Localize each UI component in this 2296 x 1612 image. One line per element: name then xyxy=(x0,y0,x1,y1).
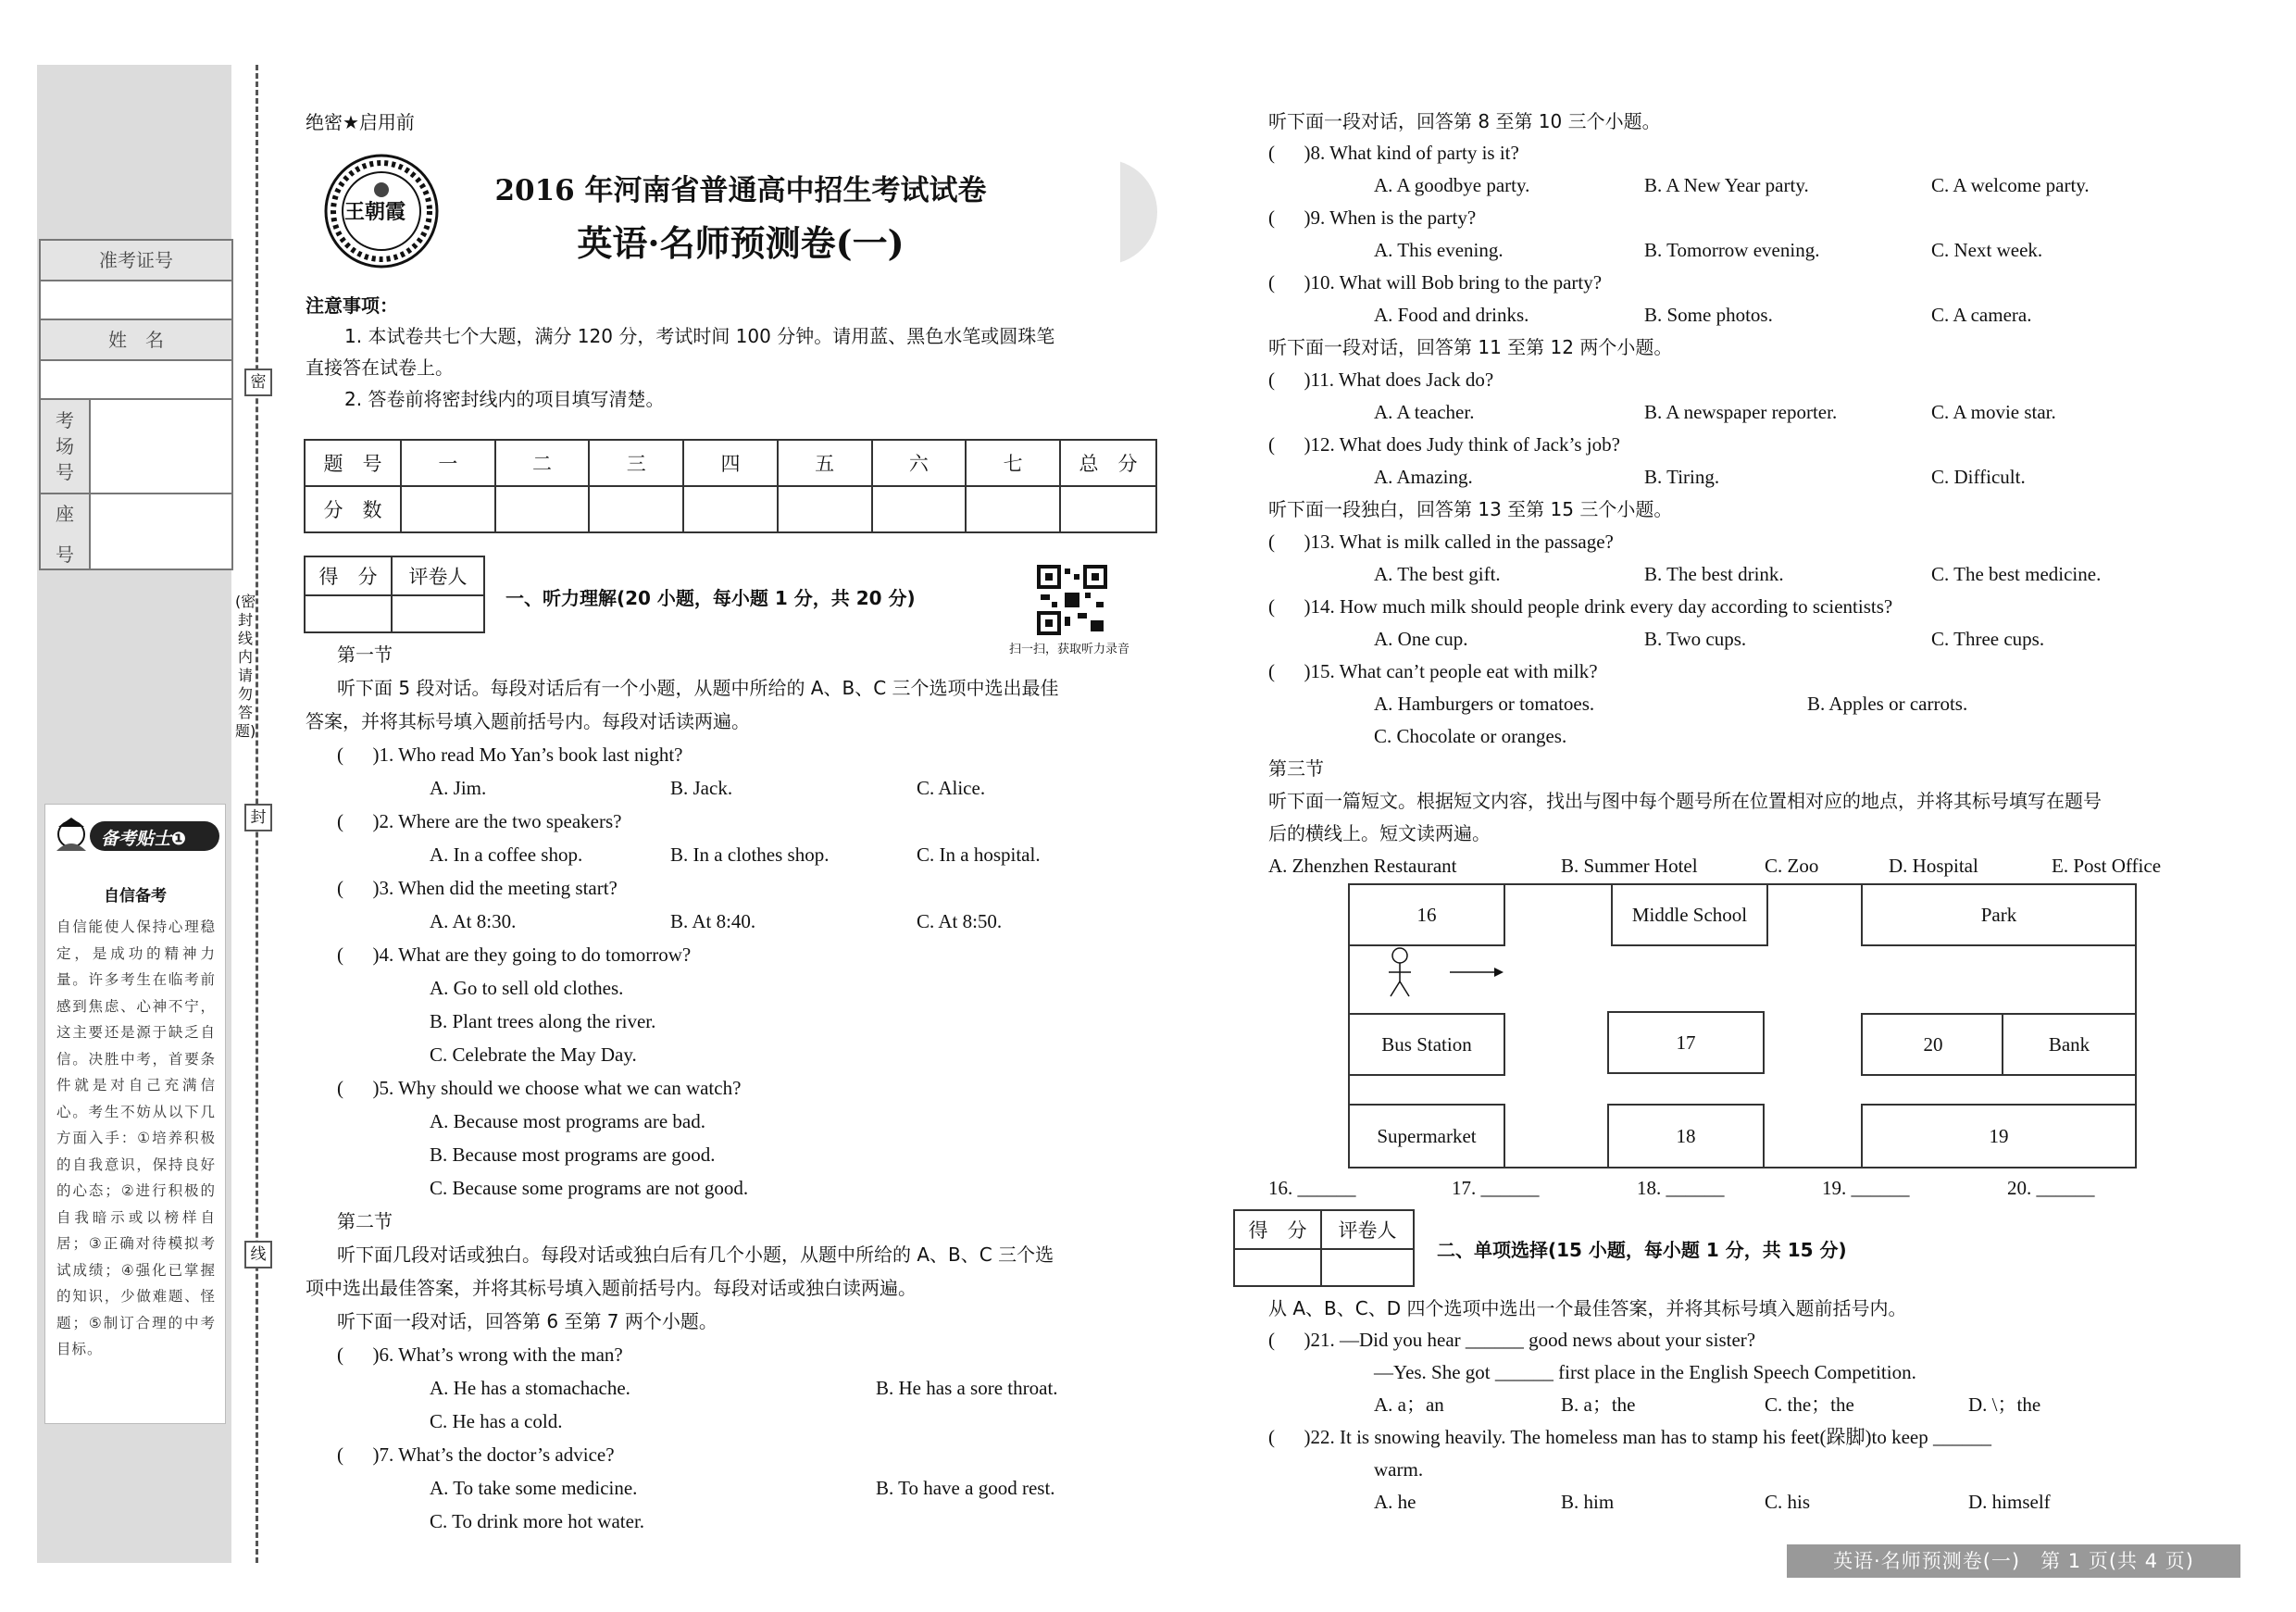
name-label: 姓 名 xyxy=(41,320,231,361)
question-11: ( )11. What does Jack do? xyxy=(1268,369,1494,391)
score-cell[interactable] xyxy=(401,486,495,532)
map-blank-20[interactable]: 20. ______ xyxy=(2007,1177,2095,1199)
q8-option-c[interactable]: C. A welcome party. xyxy=(1931,174,2090,196)
q14-option-a[interactable]: A. One cup. xyxy=(1374,628,1468,650)
grader-score-cell[interactable] xyxy=(1234,1249,1321,1286)
q13-option-b[interactable]: B. The best drink. xyxy=(1644,563,1784,585)
part-1-instruction: 听下面 5 段对话。每段对话后有一个小题，从题中所给的 A、B、C 三个选项中选出最佳 xyxy=(337,677,1059,699)
q22-option-d[interactable]: D. himself xyxy=(1968,1491,2051,1513)
tips-title: 自信备考 xyxy=(104,887,167,906)
qr-caption: 扫一扫，获取听力录音 xyxy=(1009,643,1130,656)
map-box-middle-school: Middle School xyxy=(1611,883,1768,946)
question-1: ( )1. Who read Mo Yan’s book last night? xyxy=(337,744,683,766)
q14-option-b[interactable]: B. Two cups. xyxy=(1644,628,1747,650)
score-cell[interactable] xyxy=(589,486,683,532)
map-blank-17[interactable]: 17. ______ xyxy=(1452,1177,1540,1199)
question-10: ( )10. What will Bob bring to the party? xyxy=(1268,271,1603,294)
exam-subtitle: 英语·名师预测卷(一) xyxy=(577,222,905,264)
q5-option-a[interactable]: A. Because most programs are bad. xyxy=(430,1110,705,1132)
seal-note: (密封线内请勿答题) xyxy=(235,593,256,740)
exam-room-field[interactable] xyxy=(91,400,231,493)
map-box-18: 18 xyxy=(1607,1104,1765,1168)
seal-char-mi: 密 xyxy=(244,369,272,396)
q12-option-b[interactable]: B. Tiring. xyxy=(1644,466,1720,488)
qr-code-icon xyxy=(1037,565,1107,635)
question-21: ( )21. —Did you hear ______ good news about your sister? xyxy=(1268,1329,1756,1351)
q4-option-c[interactable]: C. Celebrate the May Day. xyxy=(430,1043,637,1066)
part-2-instruction: 听下面几段对话或独白。每段对话或独白后有几个小题，从题中所给的 A、B、C 三个选 xyxy=(337,1243,1054,1266)
question-5: ( )5. Why should we choose what we can watch? xyxy=(337,1077,742,1099)
q6-option-b[interactable]: B. He has a sore throat. xyxy=(876,1377,1058,1399)
brand-logo-text: 王朝霞 xyxy=(344,200,406,224)
question-21-stem: )21. —Did you hear ______ good news about your sister? xyxy=(1304,1329,1756,1351)
question-15: ( )15. What can’t people eat with milk? xyxy=(1268,660,1598,682)
grader-name-cell[interactable] xyxy=(392,595,484,632)
part-2-sub-2: 听下面一段对话，回答第 8 至第 10 三个小题。 xyxy=(1268,110,1661,132)
q13-option-a[interactable]: A. The best gift. xyxy=(1374,563,1501,585)
q3-option-a[interactable]: A. At 8:30. xyxy=(430,910,517,932)
question-12: ( )12. What does Judy think of Jack’s job? xyxy=(1268,433,1620,456)
grader-box-2 xyxy=(1233,1209,1415,1287)
q1-option-b[interactable]: B. Jack. xyxy=(670,777,733,799)
question-21-stem-cont: —Yes. She got ______ first place in the English Speech Competition. xyxy=(1374,1361,1916,1383)
q9-option-b[interactable]: B. Tomorrow evening. xyxy=(1644,239,1820,261)
part-2-sub-3: 听下面一段对话，回答第 11 至第 12 两个小题。 xyxy=(1268,336,1673,358)
score-table xyxy=(304,439,1157,533)
q11-option-c[interactable]: C. A movie star. xyxy=(1931,401,2056,423)
map-option-e: E. Post Office xyxy=(2052,855,2162,877)
q21-option-c[interactable]: C. the；the xyxy=(1765,1393,1854,1416)
grader-score-label: 得 分 xyxy=(305,556,392,595)
map-option-c: C. Zoo xyxy=(1765,855,1819,877)
question-4-stem: )4. What are they going to do tomorrow? xyxy=(372,943,692,966)
score-table-col: 五 xyxy=(778,440,872,486)
tips-body: 自信能使人保持心理稳定，是成功的精神力量。许多考生在临考前感到焦虑、心神不宁，这主要还是源于缺乏自信。决胜中考，首要条件就是对自己充满信心。考生不妨从以下几方面入手：①培养积极的自我意识，保持良好的心态；②进行积极的自我暗示或以榜样自居；③正确对待模拟考试成绩；④强化已掌握的知识，少做难题、怪题；⑤制订合理的中考目标。 xyxy=(56,918,216,1357)
question-10-stem: )10. What will Bob bring to the party? xyxy=(1304,271,1603,294)
score-cell[interactable] xyxy=(966,486,1060,532)
part-1-heading: 第一节 xyxy=(337,644,393,666)
q21-option-d[interactable]: D. \；the xyxy=(1968,1393,2041,1416)
notes-item-2: 2. 答卷前将密封线内的项目填写清楚。 xyxy=(344,388,665,410)
question-4: ( )4. What are they going to do tomorrow? xyxy=(337,943,692,966)
question-12-stem: )12. What does Judy think of Jack’s job? xyxy=(1304,433,1620,456)
question-8-stem: )8. What kind of party is it? xyxy=(1304,142,1519,164)
exam-room-label: 考 场 号 xyxy=(41,400,91,493)
grader-name-cell[interactable] xyxy=(1321,1249,1414,1286)
candidate-id-field[interactable] xyxy=(41,281,231,320)
q15-option-b[interactable]: B. Apples or carrots. xyxy=(1807,693,1968,715)
question-2-stem: )2. Where are the two speakers? xyxy=(372,810,622,832)
q21-option-a[interactable]: A. a；an xyxy=(1374,1393,1444,1416)
score-table-total: 总 分 xyxy=(1060,440,1156,486)
grader-label: 评卷人 xyxy=(392,556,484,595)
q8-option-b[interactable]: B. A New Year party. xyxy=(1644,174,1809,196)
question-9-stem: )9. When is the party? xyxy=(1304,206,1477,229)
seat-field[interactable] xyxy=(91,494,231,569)
q9-option-a[interactable]: A. This evening. xyxy=(1374,239,1504,261)
score-row-label: 分 数 xyxy=(305,486,401,532)
question-22: ( )22. It is snowing heavily. The homeless man has to stamp his feet(跺脚)to keep ______ xyxy=(1268,1426,1991,1448)
score-cell[interactable] xyxy=(872,486,967,532)
notes-item-1b: 直接答在试卷上。 xyxy=(306,356,454,379)
q22-option-c[interactable]: C. his xyxy=(1765,1491,1811,1513)
score-table-col: 七 xyxy=(966,440,1060,486)
map-option-d: D. Hospital xyxy=(1889,855,1978,877)
q7-option-b[interactable]: B. To have a good rest. xyxy=(876,1477,1055,1499)
score-cell[interactable] xyxy=(683,486,778,532)
part-3-instruction: 听下面一篇短文。根据短文内容，找出与图中每个题号所在位置相对应的地点，并将其标号填写在题号 xyxy=(1268,790,2102,812)
question-22-stem: )22. It is snowing heavily. The homeless man has to stamp his feet(跺脚)to keep ______ xyxy=(1304,1426,1991,1448)
q6-option-a[interactable]: A. He has a stomachache. xyxy=(430,1377,630,1399)
score-table-col: 六 xyxy=(872,440,967,486)
q10-option-c[interactable]: C. A camera. xyxy=(1931,304,2032,326)
map-option-a: A. Zhenzhen Restaurant xyxy=(1268,855,1457,877)
map-box-bank: Bank xyxy=(2002,1013,2137,1076)
q15-option-a[interactable]: A. Hamburgers or tomatoes. xyxy=(1374,693,1595,715)
q12-option-a[interactable]: A. Amazing. xyxy=(1374,466,1473,488)
question-7: ( )7. What’s the doctor’s advice? xyxy=(337,1443,615,1466)
seat-label: 座 号 xyxy=(41,494,91,569)
grader-score-label: 得 分 xyxy=(1234,1210,1321,1249)
secret-mark: 绝密★启用前 xyxy=(306,111,415,133)
question-7-stem: )7. What’s the doctor’s advice? xyxy=(372,1443,615,1466)
question-13-stem: )13. What is milk called in the passage? xyxy=(1304,531,1614,553)
question-3-stem: )3. When did the meeting start? xyxy=(372,877,618,899)
notes-item-1: 1. 本试卷共七个大题，满分 120 分，考试时间 100 分钟。请用蓝、黑色水笔或圆珠笔 xyxy=(344,325,1055,347)
section-1-title: 一、听力理解(20 小题，每小题 1 分，共 20 分) xyxy=(505,587,916,609)
question-22-stem-cont: warm. xyxy=(1374,1458,1424,1481)
map-box-16: 16 xyxy=(1348,883,1505,946)
map-box-20: 20 xyxy=(1861,1013,2005,1076)
q5-option-b[interactable]: B. Because most programs are good. xyxy=(430,1143,716,1166)
q11-option-b[interactable]: B. A newspaper reporter. xyxy=(1644,401,1838,423)
map-box-supermarket: Supermarket xyxy=(1348,1104,1505,1168)
q13-option-c[interactable]: C. The best medicine. xyxy=(1931,563,2102,585)
tips-badge-text: 备考贴士❶ xyxy=(101,829,187,849)
question-6: ( )6. What’s wrong with the man? xyxy=(337,1343,623,1366)
score-cell[interactable] xyxy=(495,486,590,532)
map-option-b: B. Summer Hotel xyxy=(1561,855,1698,877)
part-2-heading: 第二节 xyxy=(337,1210,393,1232)
part-2-sub-1: 听下面一段对话，回答第 6 至第 7 两个小题。 xyxy=(337,1310,718,1332)
q8-option-a[interactable]: A. A goodbye party. xyxy=(1374,174,1530,196)
map-box-17: 17 xyxy=(1607,1011,1765,1074)
q11-option-a[interactable]: A. A teacher. xyxy=(1374,401,1475,423)
map-blank-16[interactable]: 16. ______ xyxy=(1268,1177,1356,1199)
question-5-stem: )5. Why should we choose what we can watch? xyxy=(372,1077,742,1099)
score-table-col: 二 xyxy=(495,440,590,486)
score-table-header: 题 号 xyxy=(305,440,401,486)
part-2-sub-4: 听下面一段独白，回答第 13 至第 15 三个小题。 xyxy=(1268,498,1673,520)
q14-option-c[interactable]: C. Three cups. xyxy=(1931,628,2045,650)
q4-option-b[interactable]: B. Plant trees along the river. xyxy=(430,1010,656,1032)
question-14: ( )14. How much milk should people drink every day according to scientists? xyxy=(1268,595,1893,618)
q7-option-c[interactable]: C. To drink more hot water. xyxy=(430,1510,645,1532)
candidate-id-label: 准考证号 xyxy=(41,241,231,281)
name-field[interactable] xyxy=(41,361,231,400)
q6-option-c[interactable]: C. He has a cold. xyxy=(430,1410,563,1432)
grader-label: 评卷人 xyxy=(1321,1210,1414,1249)
question-14-stem: )14. How much milk should people drink every day according to scientists? xyxy=(1304,595,1893,618)
part-2-instruction-cont: 项中选出最佳答案，并将其标号填入题前括号内。每段对话或独白读两遍。 xyxy=(306,1277,917,1299)
section-2-title: 二、单项选择(15 小题，每小题 1 分，共 15 分) xyxy=(1437,1239,1847,1261)
question-11-stem: )11. What does Jack do? xyxy=(1304,369,1494,391)
q3-option-c[interactable]: C. At 8:50. xyxy=(917,910,1003,932)
grader-box-1 xyxy=(304,556,485,633)
question-9: ( )9. When is the party? xyxy=(1268,206,1477,229)
q3-option-b[interactable]: B. At 8:40. xyxy=(670,910,756,932)
question-1-stem: )1. Who read Mo Yan’s book last night? xyxy=(372,744,683,766)
candidate-id-box xyxy=(39,239,233,570)
grader-score-cell[interactable] xyxy=(305,595,392,632)
part-3-instruction-cont: 后的横线上。短文读两遍。 xyxy=(1268,822,1491,844)
q9-option-c[interactable]: C. Next week. xyxy=(1931,239,2043,261)
q1-option-a[interactable]: A. Jim. xyxy=(430,777,487,799)
question-8: ( )8. What kind of party is it? xyxy=(1268,142,1519,164)
part-3-heading: 第三节 xyxy=(1268,757,1324,780)
q1-option-c[interactable]: C. Alice. xyxy=(917,777,986,799)
walking-person-arrow-icon xyxy=(1379,944,1509,1004)
question-13: ( )13. What is milk called in the passage? xyxy=(1268,531,1614,553)
seal-char-feng: 封 xyxy=(244,804,272,831)
question-3: ( )3. When did the meeting start? xyxy=(337,877,618,899)
q21-option-b[interactable]: B. a；the xyxy=(1561,1393,1636,1416)
q10-option-a[interactable]: A. Food and drinks. xyxy=(1374,304,1529,326)
question-6-stem: )6. What’s wrong with the man? xyxy=(372,1343,623,1366)
question-15-stem: )15. What can’t people eat with milk? xyxy=(1304,660,1598,682)
tips-badge xyxy=(49,814,221,853)
score-table-col: 四 xyxy=(683,440,778,486)
q10-option-b[interactable]: B. Some photos. xyxy=(1644,304,1773,326)
map-box-park: Park xyxy=(1861,883,2137,946)
exam-tips-panel xyxy=(44,804,226,1424)
map-blank-18[interactable]: 18. ______ xyxy=(1637,1177,1725,1199)
map-box-bus-station: Bus Station xyxy=(1348,1013,1505,1076)
q2-option-a[interactable]: A. In a coffee shop. xyxy=(430,843,583,866)
score-table-col: 三 xyxy=(589,440,683,486)
map-box-19: 19 xyxy=(1861,1104,2137,1168)
score-table-col: 一 xyxy=(401,440,495,486)
q12-option-c[interactable]: C. Difficult. xyxy=(1931,466,2026,488)
q15-option-c[interactable]: C. Chocolate or oranges. xyxy=(1374,725,1567,747)
q2-option-c[interactable]: C. In a hospital. xyxy=(917,843,1041,866)
q22-option-b[interactable]: B. him xyxy=(1561,1491,1615,1513)
q22-option-a[interactable]: A. he xyxy=(1374,1491,1416,1513)
exam-title: 2016 年河南省普通高中招生考试试卷 xyxy=(494,174,987,207)
notes-heading: 注意事项： xyxy=(306,294,398,317)
score-cell[interactable] xyxy=(1060,486,1156,532)
page-footer: 英语·名师预测卷(一) 第 1 页(共 4 页) xyxy=(1787,1544,2240,1578)
map-blank-19[interactable]: 19. ______ xyxy=(1822,1177,1910,1199)
q5-option-c[interactable]: C. Because some programs are not good. xyxy=(430,1177,749,1199)
score-cell[interactable] xyxy=(778,486,872,532)
q7-option-a[interactable]: A. To take some medicine. xyxy=(430,1477,638,1499)
seal-char-xian: 线 xyxy=(244,1241,272,1268)
section-2-instruction: 从 A、B、C、D 四个选项中选出一个最佳答案，并将其标号填入题前括号内。 xyxy=(1268,1297,1907,1319)
question-2: ( )2. Where are the two speakers? xyxy=(337,810,622,832)
q2-option-b[interactable]: B. In a clothes shop. xyxy=(670,843,830,866)
q4-option-a[interactable]: A. Go to sell old clothes. xyxy=(430,977,624,999)
part-1-instruction-cont: 答案，并将其标号填入题前括号内。每段对话读两遍。 xyxy=(306,710,750,732)
